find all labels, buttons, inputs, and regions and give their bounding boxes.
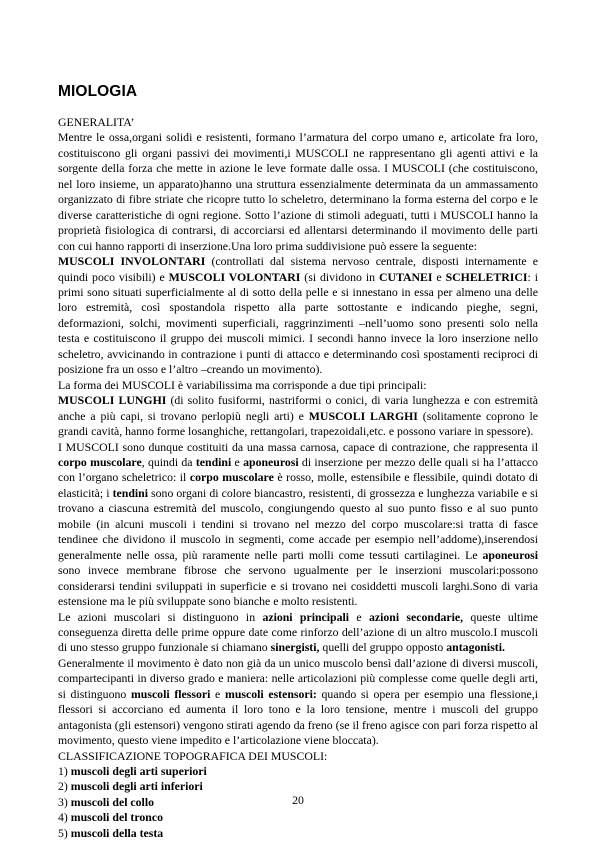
text-run: I MUSCOLI sono dunque costituiti da una massa carnosa, capace di contrazione, che rappresenta il <box>58 439 538 454</box>
text-run: di inserzione per mezzo delle quali si ha l’attacco con l’organo scheletrico: il <box>58 454 538 485</box>
bold-term: muscoli estensori: <box>225 686 317 701</box>
paragraph <box>58 764 538 779</box>
bold-term: muscoli degli arti inferiori <box>70 779 203 794</box>
paragraph <box>58 130 538 254</box>
text-run: è rosso, molle, estensibile e flessibile, quindi dotato di elasticità; i <box>58 470 538 500</box>
bold-term: SCHELETRICI <box>445 269 528 284</box>
bold-term: sinergisti, <box>270 640 320 655</box>
paragraph <box>58 749 538 764</box>
text-run: (controllati dal sistema nervoso centrale, disposti internamente e quindi poco visibili) e <box>58 254 538 284</box>
paragraph <box>58 393 538 439</box>
bold-term: muscoli del tronco <box>70 810 163 825</box>
bold-term: azioni secondarie, <box>368 609 464 624</box>
bold-term: muscoli della testa <box>70 825 164 840</box>
page-title: MIOLOGIA <box>58 83 138 100</box>
text-run: Generalmente il movimento è dato non già da un unico muscolo bensì dall’azione di diversi muscoli, compartecipanti in diverso grado e maniera: nelle articolazioni più complesse come quelle degli arti, si distinguono <box>58 655 538 701</box>
bold-term: MUSCOLI LUNGHI <box>58 393 167 408</box>
text-run: e <box>210 686 225 701</box>
paragraph <box>58 378 538 393</box>
text-run: (si dividono in <box>300 269 379 284</box>
paragraph <box>58 826 538 841</box>
text-run: , quindi da <box>141 454 196 469</box>
paragraph <box>58 440 538 610</box>
bold-term: CUTANEI <box>378 269 433 284</box>
text-run: (di solito fusiformi, nastriformi o conici, di varia lunghezza e con estremità anche a più capi, si trovano perlopiù negli arti) e <box>58 393 539 423</box>
text-run: 4) <box>58 810 71 825</box>
text-run: e <box>432 269 446 284</box>
paragraph <box>58 254 538 378</box>
text-run: e <box>349 609 369 624</box>
text-run: sono organi di colore biancastro, resistenti, di grossezza e lunghezza variabile e si trovano a ciascuna estremità del muscolo, congiungendo questo al suo punto fisso e al suo punto mobile (in alcuni muscoli i tendini si trovano nel mezzo del corpo muscolare:si tratta di fasce tendinee che dividono il muscolo in segmenti, come accade per esempio nell’addome),inserendosi generalmente nelle ossa, più raramente nelle parti molli come tessuti cartilaginei. Le <box>58 485 538 562</box>
bold-term: corpo muscolare <box>189 470 274 485</box>
text-run: e <box>231 454 244 469</box>
text-run: quando si opera per esempio una flessione,i flessori si accorciano ed aumenta il loro tono e la loro tensione, mentre i muscoli del gruppo antagonista (gli estensori) vengono stirati agendo da freno (se il freno agisce con pari forza rispetto al movimento, questo viene impedito e l’articolazione viene bloccata). <box>58 686 539 748</box>
bold-term: MUSCOLI VOLONTARI <box>168 269 301 284</box>
text-run: (solitamente coprono le grandi cavità, hanno forme losanghiche, rettangolari, trapezoidali,etc. e possono variare in spessore). <box>58 408 538 439</box>
paragraph <box>58 810 538 825</box>
bold-term: tendini <box>112 485 148 500</box>
bold-term: corpo muscolare <box>58 454 142 469</box>
text-run: 3) <box>58 794 71 809</box>
bold-term: muscoli degli arti superiori <box>70 764 207 779</box>
text-run: queste ultime conseguenza diretta delle prime oppure date come rinforzo dell’azione di un altro muscolo.I muscoli di uno stesso gruppo funzionale si chiamano <box>58 609 539 655</box>
bold-term: antagonisti. <box>446 640 505 655</box>
bold-term: muscoli flessori <box>130 686 211 701</box>
bold-term: MUSCOLI INVOLONTARI <box>58 254 206 269</box>
text-run: Mentre le ossa,organi solidi e resistenti, formano l’armatura del corpo umano e, articolate fra loro, costituiscono gli organi passivi dei movimenti,i MUSCOLI ne rappresentano gli agenti attivi e la sorgente della forza che mette in azione le leve formate dalle ossa. I MUSCOLI (che costituiscono, nel loro insieme, un apparato)hanno una struttura essenzialmente determinata da un ammassamento organizzato di fibre striate che ricopre tutto lo scheletro, determinano la forma esterna del corpo e le diverse caratteristiche di ogni regione. Sotto l’azione di stimoli adeguati, tutti i MUSCOLI hanno la proprietà fisiologica di contrarsi, di accorciarsi ed allentarsi determinando il movimento delle parti con cui hanno rapporti di inserzione.Una loro prima suddivisione può essere la seguente: <box>58 130 538 253</box>
bold-term: aponeurosi <box>243 454 299 469</box>
bold-term: aponeurosi <box>482 547 538 562</box>
bold-term: muscoli del collo <box>70 794 155 809</box>
text-run: : i primi sono situati superficialmente al di sotto della pelle e si innestano in essa per almeno una delle loro estremità, così spostandola rispetto alla parte sottostante e indicando pieghe, segni, deformazioni, solchi, movimenti superficiali, raggrinzimenti –nell’uomo sono presenti solo nella testa e costituiscono il gruppo dei muscoli mimici. I secondi hanno invece la loro inserzione nello scheletro, avvicinando in contrazione i punti di attacco e determinando così spostamenti reciproci di posizione fra un osso e l’altro –creando un movimento). <box>58 269 538 377</box>
text-run: Le azioni muscolari si distinguono in <box>58 609 263 624</box>
text-run: 5) <box>58 825 71 840</box>
text-run: CLASSIFICAZIONE TOPOGRAFICA DEI MUSCOLI: <box>58 748 328 763</box>
page-number: 20 <box>292 793 304 807</box>
paragraph <box>58 656 538 749</box>
text-run: sono invece membrane fibrose che servono ugualmente per le inserzioni muscolari:possono considerarsi tendini sviluppati in superficie e si trovano nei cosiddetti muscoli larghi.Sono di varia estensione ma le più sviluppate sono bianche e molto resistenti. <box>58 563 538 609</box>
bold-term: azioni principali <box>262 609 350 624</box>
bold-term: tendini <box>195 454 232 469</box>
bold-term: MUSCOLI LARGHI <box>308 408 418 423</box>
paragraph <box>58 610 538 656</box>
paragraph <box>58 115 538 130</box>
text-run: 2) <box>58 779 71 794</box>
text-run: GENERALITA’ <box>58 115 135 129</box>
text-run: 1) <box>58 764 71 779</box>
text-run: La forma dei MUSCOLI è variabilissima ma corrisponde a due tipi principali: <box>58 377 427 392</box>
body-text <box>58 115 538 841</box>
text-run: quelli del gruppo opposto <box>319 640 447 655</box>
